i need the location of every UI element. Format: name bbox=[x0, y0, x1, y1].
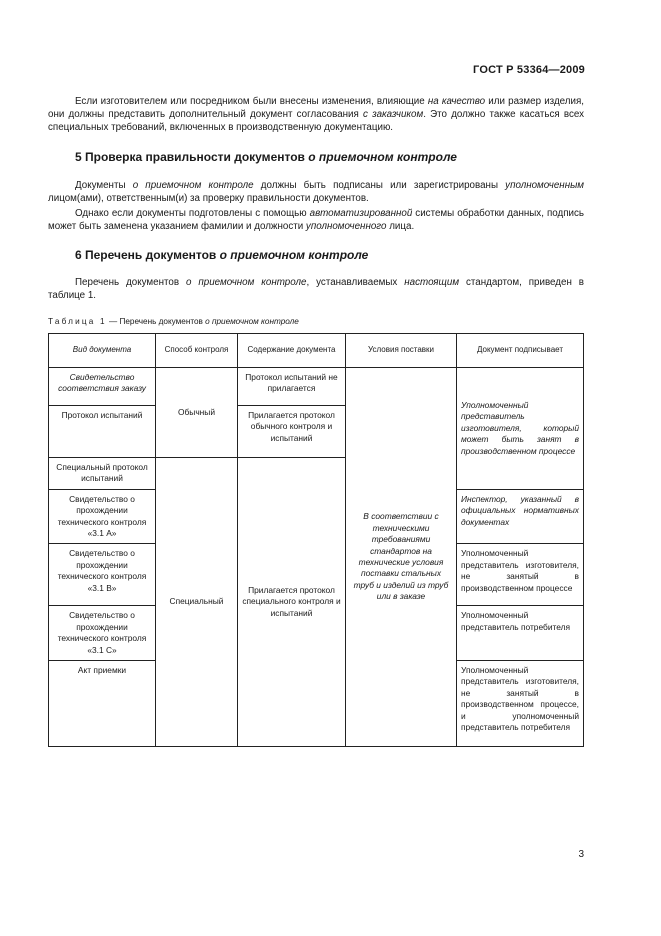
content-cell: Протокол испытаний не прилагается bbox=[238, 368, 346, 406]
signer-cell: Инспектор, указанный в официальных нормативных документах bbox=[457, 489, 584, 544]
page-number: 3 bbox=[578, 849, 584, 860]
paragraph-changes: Если изготовителем или посредником были внесены изменения, влияющие на качество или размер изделия, они должны представить дополнительный документ согласования с заказчиком. Это должно также касаться всех специальных требований, включенных в производственную документацию. bbox=[48, 96, 585, 134]
signer-cell: Уполномоченный представитель изготовителя, не занятый в производственном процессе, и уполномоченный представитель потребителя bbox=[457, 661, 584, 747]
content-cell: Прилагается протокол обычного контроля и испытаний bbox=[238, 406, 346, 458]
table-header-row bbox=[49, 334, 584, 368]
header-signer: Документ подписывает bbox=[457, 334, 584, 368]
header-conditions: Условия поставки bbox=[346, 334, 457, 368]
doc-cell: Специальный протокол испытаний bbox=[49, 458, 156, 490]
doc-cell: Свидетельство о прохождении технического контроля «3.1 С» bbox=[49, 606, 156, 661]
signer-cell: Уполномоченный представитель потребителя bbox=[457, 606, 584, 661]
section-5-heading: 5 Проверка правильности документов о приемочном контроле bbox=[75, 150, 457, 164]
content-cell-special: Прилагается протокол специального контроля и испытаний bbox=[238, 458, 346, 747]
table-caption: Таблица 1 — Перечень документов о приемочном контроле bbox=[48, 317, 299, 326]
paragraph-s6: Перечень документов о приемочном контроле, устанавливаемых настоящим стандартом, приведен в таблице 1. bbox=[48, 277, 585, 302]
section-6-heading: 6 Перечень документов о приемочном контроле bbox=[75, 248, 369, 262]
method-cell-regular: Обычный bbox=[156, 368, 238, 458]
doc-cell: Свидетельство о прохождении технического контроля «3.1 А» bbox=[49, 489, 156, 544]
header-content: Содержание документа bbox=[238, 334, 346, 368]
header-doc-type: Вид документа bbox=[49, 334, 156, 368]
paragraph-s5-2: Однако если документы подготовлены с помощью автоматизированной системы обработки данных, подпись может быть заменена указанием фамилии и должности уполномоченного лица. bbox=[48, 208, 584, 233]
signer-cell: Уполномоченный представитель изготовителя, не занятый в производственном процессе bbox=[457, 544, 584, 606]
table-row bbox=[49, 368, 584, 406]
header-method: Способ контроля bbox=[156, 334, 238, 368]
paragraph-s5-1: Документы о приемочном контроле должны быть подписаны или зарегистрированы уполномоченным лицом(ами), ответственным(и) за проверку правильности документов. bbox=[48, 180, 585, 205]
documents-table bbox=[48, 333, 584, 747]
doc-cell: Свидетельство соответствия заказу bbox=[49, 368, 156, 406]
conditions-cell: В соответствии с техническими требованиями стандартов на технические условия поставки стальных труб и изделий из труб или в заказе bbox=[346, 368, 457, 747]
document-code-header: ГОСТ Р 53364—2009 bbox=[473, 64, 585, 76]
doc-cell: Свидетельство о прохождении технического контроля «3.1 В» bbox=[49, 544, 156, 606]
doc-cell: Акт приемки bbox=[49, 661, 156, 747]
signer-cell: Уполномоченный представитель изготовителя, который может быть занят в производственном процессе bbox=[457, 368, 584, 490]
method-cell-special: Специальный bbox=[156, 458, 238, 747]
doc-cell: Протокол испытаний bbox=[49, 406, 156, 458]
